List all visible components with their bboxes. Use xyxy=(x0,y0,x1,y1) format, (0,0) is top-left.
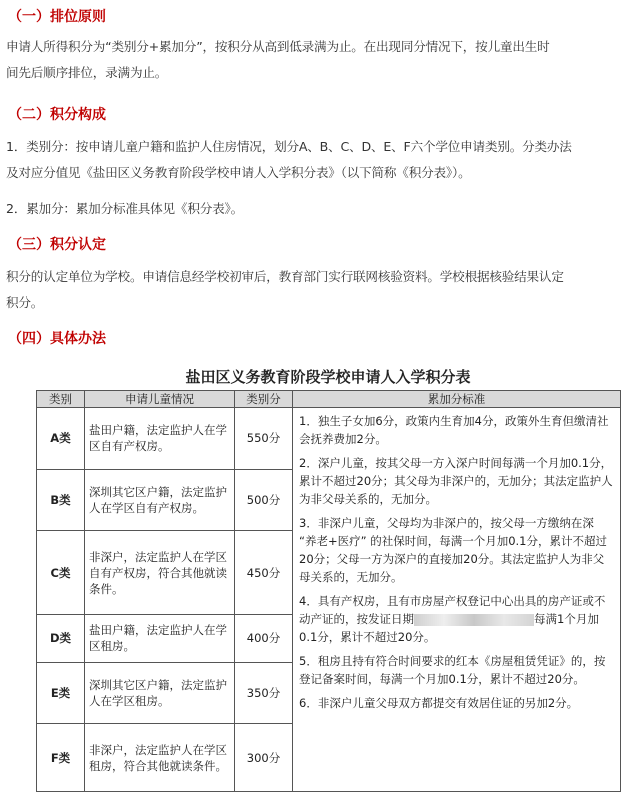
redacted-date xyxy=(414,614,534,626)
section-heading-ranking-principle: （一）排位原则 xyxy=(8,9,106,25)
category-cell: E类 xyxy=(37,662,85,724)
score-cell: 500分 xyxy=(235,469,293,531)
standard-item-part: 4．具有产权房，且有市房屋产权登记中心出具的房产证或不动产证的，按发证日期 xyxy=(299,594,606,626)
table-title: 盐田区义务教育阶段学校申请人入学积分表 xyxy=(185,368,471,386)
table-header-row xyxy=(37,391,621,408)
section-heading-score-composition: （二）积分构成 xyxy=(8,107,106,123)
score-cell: 300分 xyxy=(235,724,293,792)
condition-cell: 深圳其它区户籍，法定监护人在学区自有产权房。 xyxy=(85,469,235,531)
condition-cell: 非深户，法定监护人在学区租房，符合其他就读条件。 xyxy=(85,724,235,792)
condition-cell: 盐田户籍，法定监护人在学区租房。 xyxy=(85,615,235,662)
score-table xyxy=(36,390,621,792)
paragraph-line: 1．类别分：按申请儿童户籍和监护人住房情况，划分A、B、C、D、E、F六个学位申请类别。分类办法 xyxy=(6,139,572,154)
column-header-category-score: 类别分 xyxy=(235,391,293,408)
section-paragraph-category-score xyxy=(6,134,630,186)
standard-item: 3．非深户儿童，父母均为非深户的，按父母一方缴纳在深 “养老+医疗” 的社保时间，每满一个月加0.1分，累计不超过20分；父母一方为深户的直接加20分。其法定监护人为非父母关系的，无加分。 xyxy=(299,516,607,584)
category-cell: F类 xyxy=(37,724,85,792)
paragraph-line: 及对应分值见《盐田区义务教育阶段学校申请人入学积分表》（以下简称《积分表》）。 xyxy=(6,165,471,180)
column-header-additional-standard: 累加分标准 xyxy=(293,391,621,408)
table-row xyxy=(37,408,621,470)
condition-cell: 深圳其它区户籍，法定监护人在学区租房。 xyxy=(85,662,235,724)
score-table-figure xyxy=(36,362,620,794)
paragraph-line: 申请人所得积分为“类别分+累加分”，按积分从高到低录满为止。在出现同分情况下，按儿童出生时 xyxy=(6,39,550,54)
standard-item xyxy=(299,592,614,646)
score-cell: 450分 xyxy=(235,531,293,615)
section-heading-specific-measures: （四）具体办法 xyxy=(8,331,106,347)
column-header-category: 类别 xyxy=(37,391,85,408)
standard-item: 2．深户儿童，按其父母一方入深户时间每满一个月加0.1分，累计不超过20分；其父母为非深户的，无加分；其法定监护人为非父母关系的，无加分。 xyxy=(299,456,613,506)
category-cell: A类 xyxy=(37,408,85,470)
paragraph-line: 间先后顺序排位，录满为止。 xyxy=(6,65,168,80)
section-paragraph-score-verification xyxy=(6,264,630,316)
category-cell: B类 xyxy=(37,469,85,531)
standard-item: 5．租房且持有符合时间要求的红本《房屋租赁凭证》的，按登记备案时间，每满一个月加0.1分，累计不超过20分。 xyxy=(299,654,606,686)
paragraph-line: 积分。 xyxy=(6,295,44,310)
section-paragraph-additional-score xyxy=(6,196,630,222)
paragraph-line: 积分的认定单位为学校。申请信息经学校初审后，教育部门实行联网核验资料。学校根据核验结果认定 xyxy=(6,269,564,284)
condition-cell: 非深户，法定监护人在学区自有产权房，符合其他就读条件。 xyxy=(85,531,235,615)
section-paragraph-ranking-principle xyxy=(6,34,630,86)
paragraph-line: 2．累加分：累加分标准具体见《积分表》。 xyxy=(6,201,243,216)
section-heading-score-verification: （三）积分认定 xyxy=(8,237,106,253)
additional-standards-cell xyxy=(293,408,621,792)
column-header-condition: 申请儿童情况 xyxy=(85,391,235,408)
category-cell: D类 xyxy=(37,615,85,662)
standard-item: 1．独生子女加6分，政策内生育加4分，政策外生育但缴清社会抚养费加2分。 xyxy=(299,414,609,446)
standard-item: 6．非深户儿童父母双方都提交有效居住证的另加2分。 xyxy=(299,696,579,710)
score-cell: 400分 xyxy=(235,615,293,662)
score-cell: 550分 xyxy=(235,408,293,470)
score-cell: 350分 xyxy=(235,662,293,724)
category-cell: C类 xyxy=(37,531,85,615)
condition-cell: 盐田户籍，法定监护人在学区自有产权房。 xyxy=(85,408,235,470)
standard-item-part: 每满1个月加0.1分，累计不超过20分。 xyxy=(299,612,599,644)
